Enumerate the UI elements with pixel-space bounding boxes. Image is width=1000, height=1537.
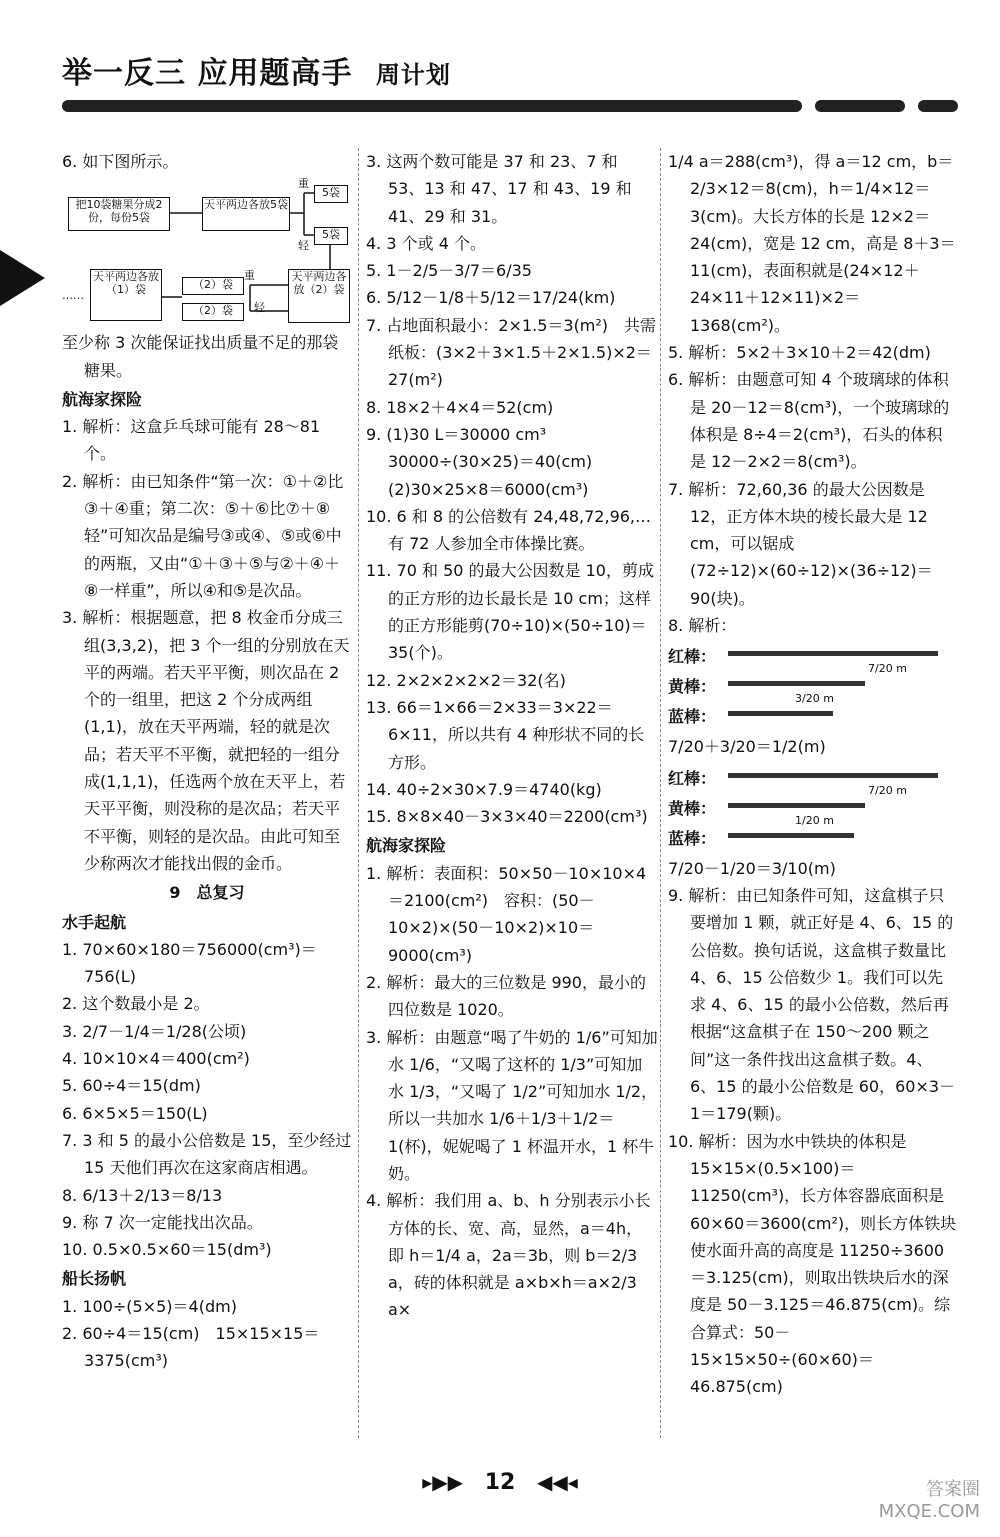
stick-difference-note: 7/20 m — [868, 662, 907, 676]
stick-label: 红棒： — [668, 647, 717, 667]
answer-item: 3. 这两个数可能是 37 和 23、7 和 53、13 和 47、17 和 43、19 和 41、29 和 31。 — [366, 152, 632, 226]
section-heading: 水手起航 — [62, 912, 127, 932]
next-arrows-icon: ◀◀◂ — [536, 1470, 578, 1494]
answer-item: 1. 解析：这盒乒乓球可能有 28～81 个。 — [62, 417, 321, 464]
flow-box-five-bags: 5袋 — [314, 185, 348, 203]
answer-item: 1. 解析：表面积：50×50－10×10×4＝2100(cm²) 容积：(50－10×2)×(50－10×2)×10＝9000(cm³) — [366, 863, 647, 965]
stick-label: 黄棒： — [668, 677, 717, 697]
flow-box-two-bags: （2）袋 — [182, 303, 244, 321]
header-rule-segment — [815, 100, 905, 112]
answer-item: 9. 解析：由已知条件可知，这盒棋子只要增加 1 颗，就正好是 4、6、15 的公倍数。换句话说，这盒棋子数量比 4、6、15 公倍数少 1。我们可以先求 4、6、15 的最小公倍数，然后再根据“这盒棋子在 150～200 颗之间”这一条件找出这盒棋子数。4、6、15 的最小公倍数是 60，60×3－1＝179(颗)。 — [668, 885, 956, 1124]
flow-heavy-label: 重 — [244, 269, 255, 283]
answer-item: 至少称 3 次能保证找出质量不足的那袋糖果。 — [62, 333, 339, 380]
stick-row — [668, 671, 958, 706]
flow-light-label: 轻 — [298, 239, 309, 253]
page-edge-tab — [0, 250, 45, 306]
stick-difference-note: 7/20 m — [868, 783, 907, 797]
answer-item: 5. 60÷4＝15(dm) — [62, 1076, 201, 1096]
watermark — [879, 1479, 980, 1523]
answer-item: 10. 解析：因为水中铁块的体积是 15×15×(0.5×100)＝11250(cm³)，长方体容器底面积是 60×60＝3600(cm²)，则长方体铁块使水面升高的高度是 11250÷3600＝3.125(cm)，则取出铁块后水的深度是 50－3.125＝46.875(cm)。综合算式：50－15×15×50÷(60×60)＝46.875(cm) — [668, 1131, 957, 1397]
flow-light-label: 轻 — [254, 301, 265, 315]
answer-item: 3. 解析：由题意“喝了牛奶的 1/6”可知加水 1/6，“又喝了这杯的 1/3”可知加水 1/3，“又喝了 1/2”可知加水 1/2，所以一共加水 1/6＋1/3＋1/2＝1(杯)，妮妮喝了 1 杯温开水，1 杯牛奶。 — [366, 1027, 658, 1183]
header-title: 举一反三 应用题高手 — [62, 56, 353, 91]
answer-item: 5. 解析：5×2＋3×10＋2＝42(dm) — [668, 343, 931, 363]
answer-item: 15. 8×8×40－3×3×40＝2200(cm³) — [366, 807, 648, 827]
stick-row — [668, 641, 958, 676]
flow-box-split: 把10袋糖果分成2份，每份5袋 — [68, 197, 170, 231]
column-divider — [660, 148, 661, 1438]
answer-item: 5. 1－2/5－3/7＝6/35 — [366, 261, 532, 281]
answer-item: 2. 60÷4＝15(cm) 15×15×15＝3375(cm³) — [62, 1323, 320, 1371]
answer-item: 1/4 a＝288(cm³)，得 a＝12 cm，b＝2/3×12＝8(cm)，h＝1/4×12＝3(cm)。大长方体的长是 12×2＝24(cm)，宽是 12 cm，高是 8＋3＝11(cm)，表面积就是(24×12＋24×11＋12×11)×2＝1368(cm²)。 — [668, 152, 956, 335]
answer-item: 8. 18×2＋4×4＝52(cm) — [366, 397, 554, 417]
answer-item: 2. 解析：最大的三位数是 990，最小的四位数是 1020。 — [366, 972, 646, 1020]
answer-item: 6. 如下图所示。 — [62, 152, 179, 171]
header-rule — [62, 100, 802, 112]
header-subtitle: 周计划 — [375, 61, 451, 89]
stick-label: 蓝棒： — [668, 828, 717, 848]
stick-row — [668, 823, 958, 853]
answer-item: 9. 称 7 次一定能找出次品。 — [62, 1212, 263, 1232]
answer-item: 10. 6 和 8 的公倍数有 24,48,72,96,… 有 72 人参加全市体操比赛。 — [366, 506, 668, 554]
answer-item: 3. 解析：根据题意，把 8 枚金币分成三组(3,3,2)，把 3 个一组的分别放在天平的两端。若天平平衡，则次品在 2 个的一组里，把这 2 个分成两组(1,1)，放在天平两端，轻的就是次品；若天平不平衡，就把轻的一组分成(1,1,1)，任选两个放在天平上，若天平平衡，则没称的是次品；若天平不平衡，则轻的是次品。由此可知至少称两次才能找出假的金币。 — [62, 608, 350, 873]
stick-row — [668, 701, 958, 731]
answer-item: 7. 解析：72,60,36 的最大公因数是 12，正方体木块的棱长最大是 12 cm，可以锯成(72÷12)×(60÷12)×(36÷12)＝90(块)。 — [668, 479, 933, 608]
section-heading: 航海家探险 — [62, 389, 143, 409]
stick-bar — [728, 711, 833, 716]
flow-box-five-bags: 5袋 — [314, 227, 348, 245]
flow-box-two-bags: （2）袋 — [182, 277, 244, 295]
answer-item: 7. 占地面积最小：2×1.5＝3(m²) 共需纸板：(3×2＋3×1.5＋2×1.5)×2＝27(m²) — [366, 315, 657, 390]
section-heading: 船长扬帆 — [62, 1269, 127, 1289]
flow-ellipsis: …… — [62, 289, 84, 303]
page-number: 12 — [484, 1470, 516, 1495]
answer-item: 11. 70 和 50 的最大公因数是 10，剪成的正方形的边长最长是 10 cm；这样的正方形能剪(70÷10)×(50÷10)＝35(个)。 — [366, 561, 654, 663]
answer-column-3 — [668, 148, 958, 1401]
stick-row — [668, 763, 958, 797]
section-heading: 航海家探险 — [366, 836, 447, 856]
flow-box-weigh-two: 天平两边各放（2）袋 — [288, 269, 350, 323]
page-footer — [0, 1470, 1000, 1495]
answer-item: 2. 这个数最小是 2。 — [62, 994, 210, 1014]
answer-item: 13. 66＝1×66＝2×33＝3×22＝6×11，所以共有 4 种形状不同的长方形。 — [366, 697, 645, 772]
watermark-url: MXQE.COM — [878, 1501, 980, 1522]
page-header — [62, 48, 451, 92]
watermark-line: 答案圈 — [926, 1479, 980, 1500]
stick-diagram — [668, 641, 958, 731]
answer-item: 2. 解析：由已知条件“第一次：①＋②比③＋④重；第二次：⑤＋⑥比⑦＋⑧轻”可知次品是编号③或④、⑤或⑥中的两瓶，又由“①＋③＋⑤与②＋④＋⑧一样重”，所以④和⑤是次品。 — [62, 471, 344, 600]
answer-item: 7/20＋3/20＝1/2(m) — [668, 737, 826, 757]
answer-item: 6. 解析：由题意可知 4 个玻璃球的体积是 20－12＝8(cm³)，一个玻璃球的体积是 8÷4＝2(cm³)，石头的体积是 12－2×2＝8(cm³)。 — [668, 370, 950, 472]
stick-label: 红棒： — [668, 768, 717, 788]
answer-item: 6. 5/12－1/8＋5/12＝17/24(km) — [366, 288, 616, 308]
stick-difference-note: 3/20 m — [795, 692, 834, 706]
stick-row — [668, 793, 958, 827]
answer-item: 12. 2×2×2×2×2＝32(名) — [366, 670, 566, 690]
answer-item: 9. (1)30 L＝30000 cm³ 30000÷(30×25)＝40(cm) (2)30×25×8＝6000(cm³) — [366, 424, 609, 499]
answer-item: 4. 解析：我们用 a、b、h 分别表示小长方体的长、宽、高，显然，a＝4h，即 h＝1/4 a，2a＝3b，则 b＝2/3 a，砖的体积就是 a×b×h＝a×2/3 a× — [366, 1191, 651, 1320]
header-rule-segment — [918, 100, 958, 112]
flow-box-weigh-one: 天平两边各放（1）袋 — [90, 269, 162, 321]
answer-item: 7. 3 和 5 的最小公倍数是 15，至少经过 15 天他们再次在这家商店相遇。 — [62, 1130, 352, 1178]
stick-label: 黄棒： — [668, 798, 717, 818]
stick-diagram — [668, 763, 958, 853]
flow-heavy-label: 重 — [298, 177, 309, 191]
answer-item: 10. 0.5×0.5×60＝15(dm³) — [62, 1240, 272, 1260]
answer-item: 3. 2/7－1/4＝1/28(公顷) — [62, 1021, 247, 1041]
weighing-flowchart — [62, 177, 352, 325]
stick-difference-note: 1/20 m — [795, 813, 834, 827]
answer-item: 1. 100÷(5×5)＝4(dm) — [62, 1296, 237, 1316]
flow-box-weigh-five: 天平两边各放5袋 — [202, 197, 290, 231]
answer-item: 4. 3 个或 4 个。 — [366, 233, 486, 253]
answer-column-1 — [62, 148, 352, 1375]
stick-bar — [728, 833, 854, 838]
answer-item: 4. 10×10×4＝400(cm²) — [62, 1049, 250, 1069]
answer-item: 14. 40÷2×30×7.9＝4740(kg) — [366, 779, 602, 799]
answer-item: 6. 6×5×5＝150(L) — [62, 1103, 208, 1123]
answer-item: 8. 解析： — [668, 616, 737, 636]
answer-item: 7/20－1/20＝3/10(m) — [668, 858, 836, 878]
chapter-heading: 9 总复习 — [169, 883, 245, 903]
prev-arrows-icon: ▸▶▶ — [422, 1470, 464, 1494]
stick-label: 蓝棒： — [668, 707, 717, 727]
answer-item: 1. 70×60×180＝756000(cm³)＝756(L) — [62, 939, 317, 987]
column-divider — [358, 148, 359, 1438]
answer-item: 8. 6/13＋2/13＝8/13 — [62, 1185, 223, 1205]
answer-column-2 — [366, 148, 668, 1324]
